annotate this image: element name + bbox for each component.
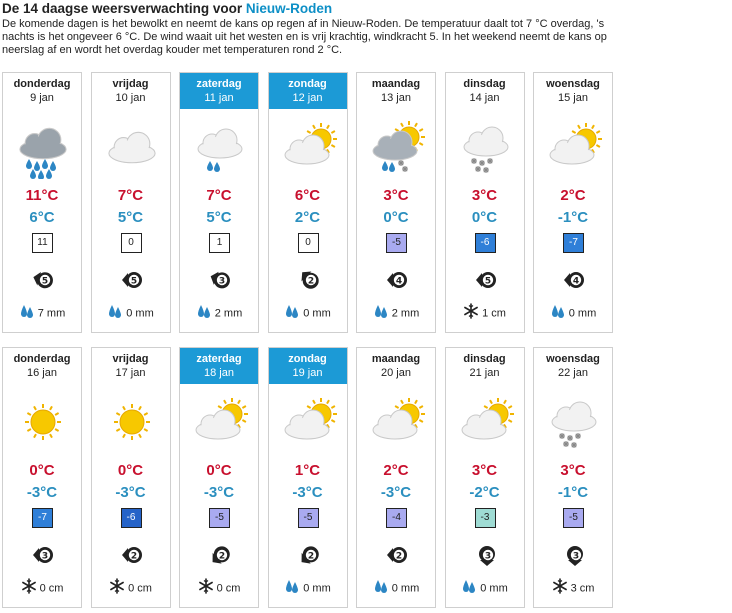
day-name: donderdag <box>13 78 71 90</box>
day-card[interactable] <box>445 72 525 333</box>
feels-like-badge: -6 <box>475 233 496 253</box>
svg-text:5: 5 <box>130 276 137 287</box>
day-date: 19 jan <box>292 367 323 379</box>
day-card[interactable] <box>179 72 259 333</box>
light-rain-icon <box>188 117 252 179</box>
svg-text:5: 5 <box>484 276 491 287</box>
temp-max: 7°C <box>206 187 232 204</box>
partly-cloudy-icon <box>454 392 518 454</box>
temp-max: 3°C <box>471 187 498 204</box>
day-header <box>3 348 81 384</box>
snowflake-icon <box>463 303 479 324</box>
raindrop-icon <box>284 578 300 599</box>
day-header <box>3 73 81 109</box>
svg-text:2: 2 <box>307 276 314 287</box>
temp-min: -3°C <box>292 484 323 501</box>
title-prefix: De 14 daagse weersverwachting voor <box>2 1 246 16</box>
day-card[interactable] <box>91 72 171 333</box>
temp-min: 0°C <box>471 209 498 226</box>
temp-min: -3°C <box>203 484 235 501</box>
day-name: vrijdag <box>112 78 149 90</box>
temp-min: 2°C <box>294 209 321 226</box>
precipitation <box>92 578 170 599</box>
temp-max: 2°C <box>383 462 409 479</box>
feels-like-badge: -5 <box>563 508 584 528</box>
day-card[interactable] <box>2 347 82 608</box>
svg-text:3: 3 <box>572 551 580 562</box>
temp-max: 0°C <box>29 462 55 479</box>
day-date: 10 jan <box>115 92 146 104</box>
svg-text:2: 2 <box>130 551 137 562</box>
precipitation <box>269 303 347 324</box>
feels-like-badge: -5 <box>298 508 319 528</box>
day-card[interactable] <box>356 347 436 608</box>
partly-cloudy-icon <box>542 117 606 179</box>
raindrop-icon <box>550 303 566 324</box>
partly-cloudy-icon <box>277 117 341 179</box>
temp-min: -3°C <box>380 484 412 501</box>
temp-max: 3°C <box>560 462 586 479</box>
sunny-icon <box>11 392 75 454</box>
raindrop-icon <box>107 303 123 324</box>
precipitation <box>534 303 612 324</box>
temp-min: 6°C <box>29 209 55 226</box>
raindrop-icon <box>196 303 212 324</box>
feels-like-badge: 11 <box>32 233 53 253</box>
wind-direction-icon <box>475 543 499 567</box>
day-header <box>92 73 170 109</box>
day-name: woensdag <box>546 353 600 365</box>
day-name: dinsdag <box>463 353 506 365</box>
wind-direction-icon <box>386 268 410 292</box>
feels-like-badge: 0 <box>121 233 142 253</box>
temp-max: 1°C <box>294 462 321 479</box>
temp-max: 2°C <box>560 187 586 204</box>
feels-like-badge: -7 <box>563 233 584 253</box>
temp-min: -2°C <box>469 484 500 501</box>
snow-icon <box>454 117 518 179</box>
feels-like-badge: -5 <box>386 233 407 253</box>
temp-max: 7°C <box>117 187 144 204</box>
cloudy-icon <box>100 117 164 179</box>
temp-max: 3°C <box>471 462 498 479</box>
day-date: 17 jan <box>115 367 146 379</box>
precipitation-amount: 0 mm <box>126 307 154 320</box>
feels-like-badge: 1 <box>209 233 230 253</box>
temp-max: 0°C <box>117 462 144 479</box>
partly-cloudy-icon <box>188 392 252 454</box>
temp-min: 0°C <box>383 209 409 226</box>
feels-like-badge: -6 <box>121 508 142 528</box>
forecast-description: De komende dagen is het bewolkt en neemt de kans op regen af in Nieuw-Roden. De temperatuur daalt tot 7 °C overdag, 's nachts is het ongeveer 6 °C. De wind waait uit het westen en is vrij krachtig, windkracht 5. In het weekend neemt de kans op neerslag af en wordt het overdag kouder met temperaturen rond 2 °C. <box>2 18 607 56</box>
day-name: zaterdag <box>196 353 242 365</box>
precipitation-amount: 2 mm <box>214 307 243 320</box>
day-card[interactable] <box>445 347 525 608</box>
precipitation <box>446 303 524 324</box>
temp-min: -1°C <box>557 484 589 501</box>
wind-direction-icon <box>563 543 587 567</box>
day-date: 12 jan <box>292 92 323 104</box>
day-card[interactable] <box>91 347 171 608</box>
precipitation-amount: 1 cm <box>482 307 506 320</box>
svg-text:2: 2 <box>218 551 226 562</box>
precipitation <box>180 303 258 324</box>
precipitation-amount: 0 mm <box>568 307 597 320</box>
precipitation-amount: 7 mm <box>37 307 66 320</box>
temp-max: 3°C <box>383 187 409 204</box>
svg-text:3: 3 <box>218 276 226 287</box>
precipitation <box>534 578 612 599</box>
day-header <box>357 73 435 109</box>
raindrop-icon <box>373 303 389 324</box>
precipitation-amount: 2 mm <box>391 307 420 320</box>
day-card[interactable] <box>179 347 259 608</box>
wind-direction-icon <box>32 268 56 292</box>
wind-direction-icon <box>386 543 410 567</box>
raindrop-icon <box>373 578 389 599</box>
precipitation-amount: 0 mm <box>303 307 331 320</box>
precipitation-amount: 0 mm <box>303 582 331 595</box>
snowflake-icon <box>198 578 214 599</box>
precipitation-amount: 0 mm <box>391 582 420 595</box>
wind-direction-icon <box>563 268 587 292</box>
temp-min: 5°C <box>117 209 144 226</box>
precipitation <box>357 303 435 324</box>
day-header <box>446 348 524 384</box>
day-name: woensdag <box>546 78 600 90</box>
day-header <box>180 348 258 384</box>
page-title <box>1 0 731 18</box>
feels-like-badge: -4 <box>386 508 407 528</box>
svg-text:3: 3 <box>484 551 491 562</box>
wind-direction-icon <box>298 268 322 292</box>
temp-min: 5°C <box>206 209 232 226</box>
wind-direction-icon <box>121 543 145 567</box>
precipitation-amount: 0 mm <box>480 582 508 595</box>
sun-rain-snow-icon <box>365 117 429 179</box>
day-name: donderdag <box>13 353 71 365</box>
precipitation <box>357 578 435 599</box>
snow-icon <box>542 392 606 454</box>
feels-like-badge: 0 <box>298 233 319 253</box>
precipitation-amount: 3 cm <box>570 582 595 595</box>
day-name: zondag <box>288 353 327 365</box>
precipitation-amount: 0 cm <box>128 582 152 595</box>
day-header <box>534 73 612 109</box>
raindrop-icon <box>19 303 35 324</box>
snowflake-icon <box>552 578 568 599</box>
day-header <box>269 73 347 109</box>
day-header <box>446 73 524 109</box>
day-date: 11 jan <box>204 92 234 104</box>
svg-text:2: 2 <box>307 551 314 562</box>
day-card[interactable] <box>533 72 613 333</box>
svg-text:5: 5 <box>41 276 49 287</box>
precipitation <box>180 578 258 599</box>
day-header <box>92 348 170 384</box>
snowflake-icon <box>109 578 125 599</box>
svg-text:4: 4 <box>572 276 580 287</box>
wind-direction-icon <box>475 268 499 292</box>
temp-min: -3°C <box>115 484 146 501</box>
day-name: zaterdag <box>196 78 242 90</box>
temp-min: -3°C <box>26 484 58 501</box>
wind-direction-icon <box>209 543 233 567</box>
day-card[interactable] <box>268 72 348 333</box>
precipitation <box>269 578 347 599</box>
day-header <box>269 348 347 384</box>
temp-max: 11°C <box>25 187 59 204</box>
feels-like-badge: -3 <box>475 508 496 528</box>
wind-direction-icon <box>32 543 56 567</box>
precipitation <box>446 578 524 599</box>
heavy-rain-icon <box>11 117 75 179</box>
day-header <box>180 73 258 109</box>
day-date: 18 jan <box>204 367 234 379</box>
day-date: 16 jan <box>27 367 57 379</box>
precipitation <box>92 303 170 324</box>
raindrop-icon <box>461 578 477 599</box>
day-date: 21 jan <box>469 367 500 379</box>
snowflake-icon <box>21 578 37 599</box>
city-link[interactable]: Nieuw-Roden <box>245 1 333 16</box>
wind-direction-icon <box>298 543 322 567</box>
temp-min: -1°C <box>557 209 589 226</box>
day-card[interactable] <box>356 72 436 333</box>
sunny-icon <box>100 392 164 454</box>
svg-text:3: 3 <box>41 551 49 562</box>
day-date: 14 jan <box>469 92 500 104</box>
precipitation <box>3 303 81 324</box>
wind-direction-icon <box>209 268 233 292</box>
precipitation <box>3 578 81 599</box>
precipitation-amount: 0 cm <box>39 582 64 595</box>
day-name: dinsdag <box>463 78 506 90</box>
day-header <box>534 348 612 384</box>
partly-cloudy-icon <box>277 392 341 454</box>
day-card[interactable] <box>533 347 613 608</box>
day-date: 22 jan <box>558 367 588 379</box>
day-name: vrijdag <box>112 353 149 365</box>
day-name: maandag <box>371 78 421 90</box>
temp-max: 0°C <box>206 462 232 479</box>
day-card[interactable] <box>2 72 82 333</box>
day-date: 13 jan <box>381 92 411 104</box>
day-date: 15 jan <box>558 92 588 104</box>
day-name: maandag <box>371 353 421 365</box>
day-header <box>357 348 435 384</box>
svg-text:4: 4 <box>395 276 403 287</box>
feels-like-badge: -5 <box>209 508 230 528</box>
day-card[interactable] <box>268 347 348 608</box>
wind-direction-icon <box>121 268 145 292</box>
svg-text:2: 2 <box>395 551 403 562</box>
feels-like-badge: -7 <box>32 508 53 528</box>
partly-cloudy-icon <box>365 392 429 454</box>
day-name: zondag <box>288 78 327 90</box>
temp-max: 6°C <box>294 187 321 204</box>
precipitation-amount: 0 cm <box>216 582 241 595</box>
raindrop-icon <box>284 303 300 324</box>
day-date: 20 jan <box>381 367 411 379</box>
day-date: 9 jan <box>30 92 54 104</box>
